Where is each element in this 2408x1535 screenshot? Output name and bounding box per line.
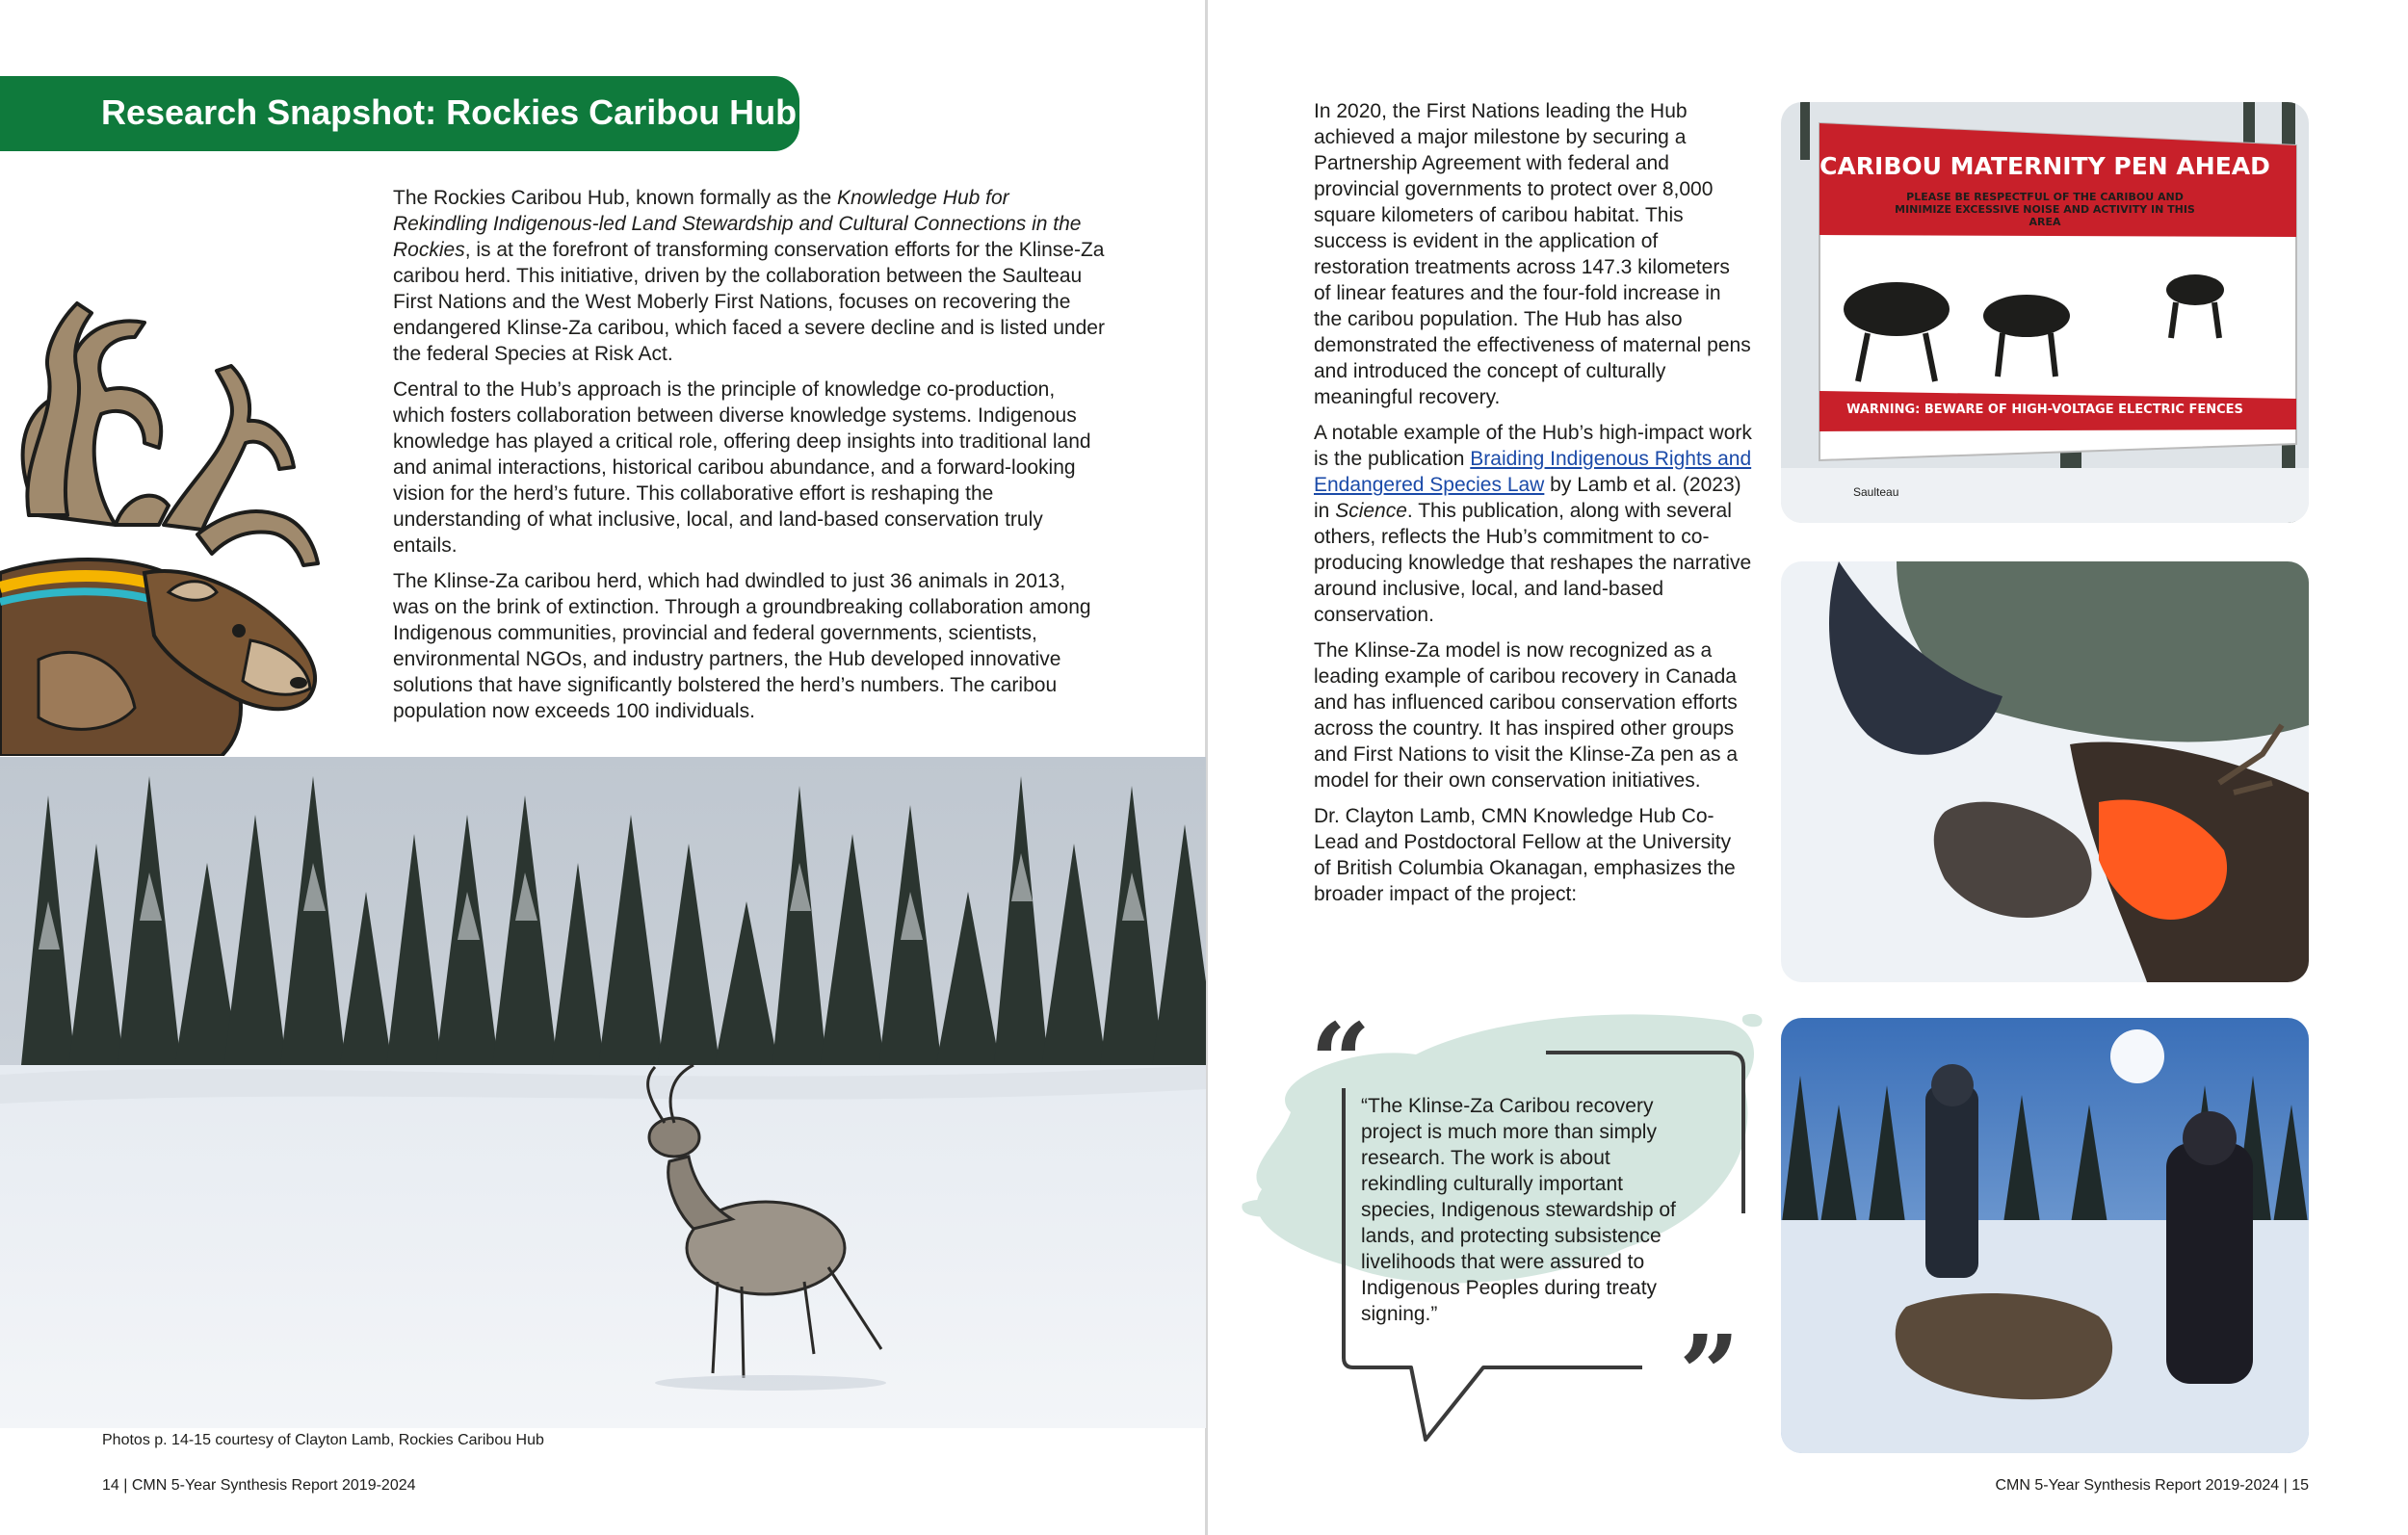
herd-recovery-paragraph: The Klinse-Za caribou herd, which had dwindled to just 36 animals in 2013, was on the brink of extinction. Through a groundbreaking collaboration among Indigenous communities, provincial and federal governments, scientists, environmental NGOs, and industry partners, the Hub developed innovative solutions that have significantly bolstered the herd’s numbers. The caribou population now exceeds 100 individuals. — [393, 570, 1091, 722]
maternity-pen-sign-photo — [1781, 102, 2309, 523]
sign-logo-text: Saulteau — [1853, 485, 1899, 499]
page-folio-right: CMN 5-Year Synthesis Report 2019-2024 | 15 — [1995, 1477, 2309, 1494]
partnership-agreement-paragraph: In 2020, the First Nations leading the Hub achieved a major milestone by securing a Partnership Agreement with federal and provincial governments to protect over 8,000 square kilometers of caribou habitat. This success is evident in the application of restoration treatments across 147.3 kilometers of linear features and the four-fold increase in the caribou population. The Hub has also demonstrated the effectiveness of maternal pens and introduced the concept of culturally meaningful recovery. — [1314, 100, 1751, 408]
banner-title: Research Snapshot: Rockies Caribou Hub — [101, 92, 798, 132]
caribou-illustration — [0, 207, 332, 756]
caribou-snow-forest-photo — [0, 757, 1206, 1428]
sign-subtitle: PLEASE BE RESPECTFUL OF THE CARIBOU AND MINIMIZE EXCESSIVE NOISE AND ACTIVITY IN THIS AREA — [1895, 191, 2195, 228]
publication-link[interactable]: Braiding Indigenous Rights and Endangered Species Law — [1314, 448, 1752, 496]
page-folio-left: 14 | CMN 5-Year Synthesis Report 2019-2024 — [102, 1477, 416, 1494]
sign-warning: WARNING: BEWARE OF HIGH-VOLTAGE ELECTRIC FENCES — [1846, 403, 2243, 417]
section-banner — [0, 76, 799, 151]
publication-paragraph: A notable example of the Hub’s high-impact work is the publication Braiding Indigenous Rights and Endangered Species Law by Lamb et al. (2023) in Science. This publication, along with several others, reflects the Hub’s commitment to co-producing knowledge that reshapes the narrative around inclusive, local, and land-based conservation. — [1314, 422, 1752, 626]
intro-paragraph: The Rockies Caribou Hub, known formally as the Knowledge Hub for Rekindling Indigenous-led Land Stewardship and Cultural Connections in the Rockies, is at the forefront of transforming conservation efforts for the Klinse-Za caribou herd. This initiative, driven by the collaboration between the Saulteau First Nations and the West Moberly First Nations, focuses on recovering the endangered Klinse-Za caribou, which faced a severe decline and is listed under the federal Species at Risk Act. — [393, 187, 1105, 365]
photo-credit-caption: Photos p. 14-15 courtesy of Clayton Lamb, Rockies Caribou Hub — [102, 1432, 544, 1448]
lamb-quote: “The Klinse-Za Caribou recovery project is much more than simply research. The work is about rekindling culturally important species, Indigenous stewardship of lands, and protecting subsistence livelihoods that were assured to Indigenous Peoples during treaty signing.” — [1361, 1095, 1676, 1325]
intro-text-column — [393, 185, 1106, 734]
sign-title: CARIBOU MATERNITY PEN AHEAD — [1819, 152, 2270, 180]
collared-caribou-photo — [1781, 561, 2309, 982]
lamb-intro-paragraph: Dr. Clayton Lamb, CMN Knowledge Hub Co-Lead and Postdoctoral Fellow at the University of British Columbia Okanagan, emphasizes the broader impact of the project: — [1314, 805, 1736, 905]
knowledge-coproduction-paragraph: Central to the Hub’s approach is the principle of knowledge co-production, which fosters collaboration between diverse knowledge systems. Indigenous knowledge has played a critical role, offering deep insights into traditional land and animal interactions, historical caribou abundance, and a forward-looking vision for the herd’s future. This collaborative effort is reshaping the understanding of what inclusive, local, and land-based conservation truly entails. — [393, 378, 1091, 557]
open-quote-mark: “ — [1310, 1000, 1372, 1124]
klinse-za-model-paragraph: The Klinse-Za model is now recognized as a leading example of caribou recovery in Canada and has influenced caribou conservation efforts across the country. It has inspired other groups and First Nations to visit the Klinse-Za pen as a model for their own conservation initiatives. — [1314, 639, 1739, 792]
caribou-field-team-photo — [1781, 1018, 2309, 1453]
close-quote-mark: ” — [1679, 1312, 1741, 1436]
right-text-column — [1314, 98, 1752, 917]
journal-name: Science — [1335, 500, 1407, 522]
hub-formal-name: Knowledge Hub for Rekindling Indigenous-led Land Stewardship and Cultural Connections in the Rockies — [393, 187, 1082, 261]
